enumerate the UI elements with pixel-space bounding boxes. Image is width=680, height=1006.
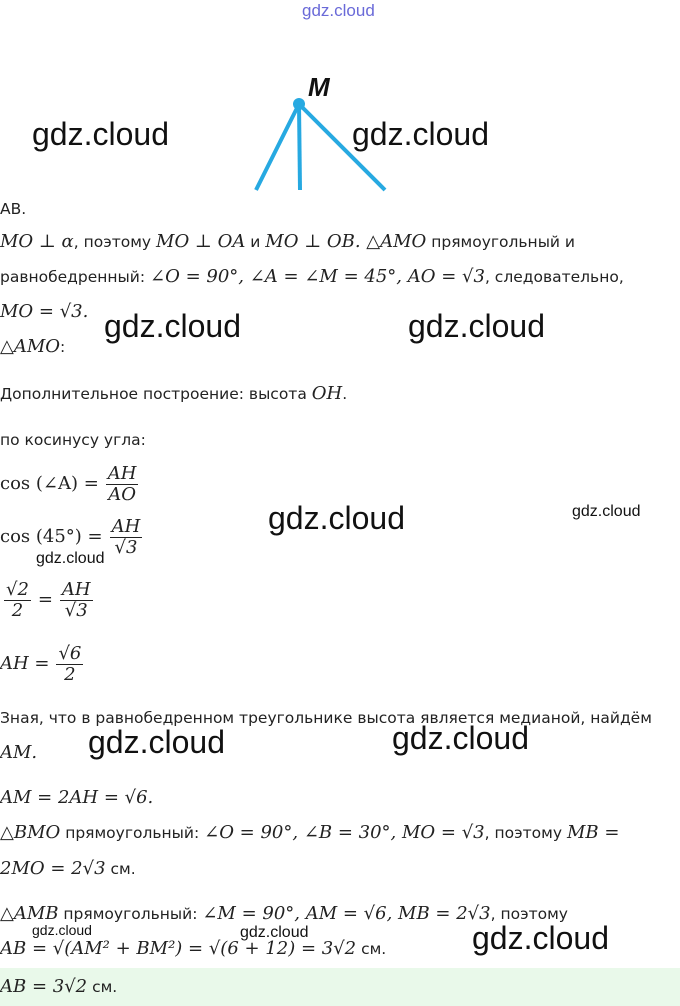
text: .: [342, 385, 348, 403]
watermark: gdz.cloud: [240, 924, 309, 941]
math: AM.: [0, 742, 38, 763]
text: , поэтому: [484, 824, 567, 842]
text-line: [0, 938, 386, 959]
text: Дополнительное построение: высота: [0, 385, 312, 403]
text-line: [0, 822, 619, 843]
text-line: [0, 858, 136, 879]
text: :: [60, 338, 66, 356]
text: прямоугольный и: [426, 233, 576, 251]
text-line: [0, 301, 88, 322]
formula: [0, 517, 144, 558]
watermark: gdz.cloud: [32, 116, 169, 152]
text-line: по косинусу угла:: [0, 431, 146, 449]
math: AM = 2AH = √6.: [0, 787, 154, 808]
watermark: gdz.cloud: [408, 308, 545, 344]
fraction: $\frac{AH}{√3}$: [111, 516, 141, 558]
math: =: [37, 589, 53, 611]
text: см.: [356, 940, 387, 958]
answer-box: [0, 968, 680, 1006]
text: см.: [87, 978, 118, 996]
math: . △AMO: [354, 231, 427, 252]
text: прямоугольный:: [58, 905, 203, 923]
text-line: AB.: [0, 200, 27, 218]
math: ∠O = 90°, ∠B = 30°, MO = √3: [204, 822, 485, 843]
math: AB = 3√2: [0, 976, 88, 997]
watermark: gdz.cloud: [32, 922, 92, 938]
math: MO ⊥ OA: [156, 231, 246, 252]
segment-middle: [299, 104, 300, 190]
vertex-label: M: [308, 72, 330, 102]
vertex-point: [293, 98, 305, 110]
formula: [0, 644, 85, 685]
fraction: $\frac{√6}{2}$: [58, 643, 82, 685]
formula: [0, 464, 140, 505]
text: прямоугольный:: [60, 824, 205, 842]
watermark: gdz.cloud: [268, 500, 405, 536]
text: и: [245, 233, 266, 251]
text-line: [0, 266, 624, 287]
math: ∠M = 90°, AM = √6, MB = 2√3: [202, 903, 491, 924]
watermark: gdz.cloud: [88, 724, 225, 760]
text: равнобедренный:: [0, 268, 151, 286]
fraction: $\frac{√2}{2}$: [6, 579, 29, 621]
text-line: [0, 336, 65, 357]
text: , следовательно,: [484, 268, 624, 286]
formula: [2, 580, 95, 621]
math: MO ⊥ OB: [265, 231, 355, 252]
text-line: [0, 903, 568, 924]
watermark-top: gdz.cloud: [302, 1, 375, 20]
math: △AMO: [0, 336, 61, 357]
answer-line: [0, 976, 117, 997]
math: MO = √3.: [0, 301, 89, 322]
fraction: $\frac{AH}{√3}$: [61, 579, 91, 621]
text-line: [0, 231, 575, 252]
watermark: gdz.cloud: [36, 550, 105, 567]
math: △AMB: [0, 903, 59, 924]
text: , поэтому: [73, 233, 157, 251]
math: MB =: [566, 822, 620, 843]
text-line: [0, 383, 347, 404]
watermark: gdz.cloud: [104, 308, 241, 344]
watermark: gdz.cloud: [392, 720, 529, 756]
text: , поэтому: [490, 905, 568, 923]
math: AH =: [0, 653, 50, 675]
segment-left: [256, 104, 299, 190]
watermark: gdz.cloud: [572, 503, 641, 520]
math: 2MO = 2√3: [0, 858, 106, 879]
watermark: gdz.cloud: [472, 920, 609, 956]
math: △BMO: [0, 822, 61, 843]
math: cos (∠A) =: [0, 473, 99, 495]
text-line: Зная, что в равнобедренном треугольнике высота является медианой, найдём: [0, 709, 652, 727]
math: AB = √(AM² + BM²) = √(6 + 12) = 3√2: [0, 938, 357, 959]
watermark: gdz.cloud: [352, 116, 489, 152]
text-line: [0, 742, 37, 763]
math: ∠O = 90°, ∠A = ∠M = 45°, AO = √3: [150, 266, 485, 287]
math: OH: [311, 383, 343, 404]
text: см.: [105, 860, 136, 878]
math: cos (45°) =: [0, 526, 103, 548]
text-line: [0, 787, 153, 808]
math: MO ⊥ α: [0, 231, 74, 252]
fraction: $\frac{AH}{AO}$: [107, 463, 137, 505]
